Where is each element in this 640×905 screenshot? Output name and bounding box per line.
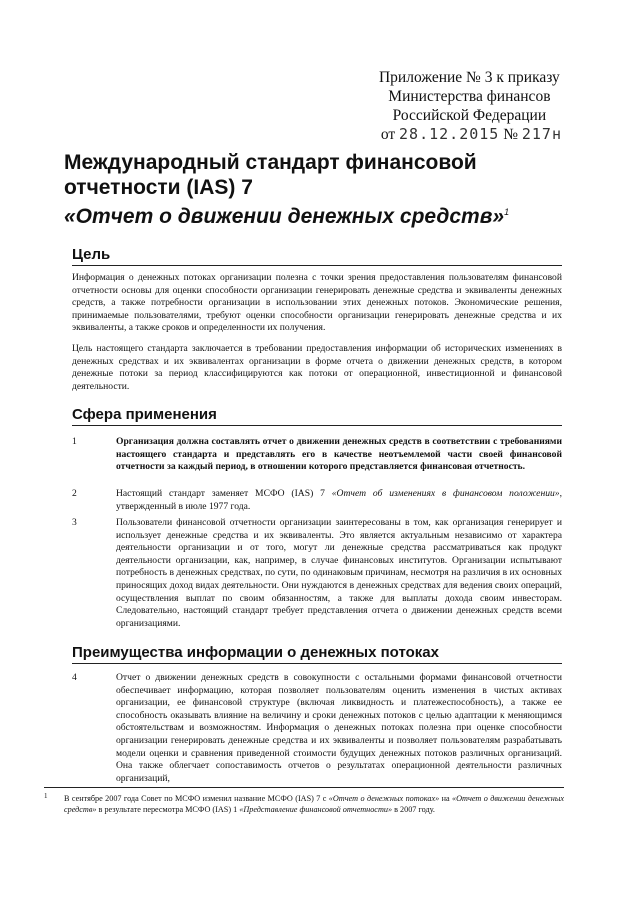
footnote-text-italic: «Представление финансовой отчетности» — [239, 805, 393, 814]
paragraph-item-4 — [72, 672, 562, 785]
footnote-text — [64, 793, 564, 815]
annex-line-2: Министерства финансов — [388, 88, 551, 105]
title-line-2: отчетности (IAS) 7 — [64, 176, 253, 199]
paragraph-item-2 — [72, 488, 562, 513]
section-heading-goal: Цель — [72, 246, 562, 266]
item-number: 4 — [72, 672, 77, 683]
item-text-part: Настоящий стандарт заменяет МСФО (IAS) 7 — [116, 488, 332, 499]
title-line-3 — [64, 200, 564, 229]
footnote-separator — [44, 787, 564, 788]
annex-line-3: Российской Федерации — [392, 107, 547, 124]
title-footnote-ref: 1 — [504, 207, 510, 217]
item-text: Организация должна составлять отчет о движении денежных средств в соответствии с требованиями настоящего стандарта и представлять его в качестве неотъемлемой части своей финансовой отчетности за каждый период, в отношении которого представляется финансовая отчетность. — [116, 436, 562, 473]
paragraph-item-1 — [72, 436, 562, 474]
item-text: Отчет о движении денежных средств в совокупности с остальными формами финансовой отчетности обеспечивает информацию, которая позволяет пользователям оценить изменения в чистых активах организации, ее финансовой структуре (включая ликвидность и платежеспособность), а также ее способность оказывать влияние на величину и сроки денежных потоков с целью адаптации к меняющимся обстоятельствам и возможностям. Информация о денежных потоках полезна при оценке способности организации генерировать денежные средства и их эквиваленты и позволяет пользователям разрабатывать модели оценки и сравнения приведенной стоимости будущих денежных потоков различных организаций. Она также облегчает сопоставимость отчетов о результатах операционной деятельности различных организаций, — [116, 672, 562, 784]
footnote-text-part: В сентябре 2007 года Совет по МСФО изменил название МСФО (IAS) 7 с — [64, 794, 329, 803]
section-heading-scope: Сфера применения — [72, 406, 562, 426]
section-heading-benefits: Преимущества информации о денежных потоках — [72, 644, 562, 664]
item-text: Пользователи финансовой отчетности организации заинтересованы в том, как организация генерирует и использует денежные средства и их эквиваленты. Это является актуальным независимо от характера деятельности организации и от того, могут ли денежные средства рассматриваться как продукт деятельности организации, как, например, в случае финансовых институтов. Организации испытывают потребность в денежных средствах, по сути, по одинаковым причинам, несмотря на различия в их основных приносящих доход видах деятельности. Они нуждаются в денежных средствах для ведения своих операций, осуществления выплат по своим обязанностям, а также для выплаты дохода своим инвесторам. Следовательно, настоящий стандарт требует представления отчета о движении денежных средств всеми организациями. — [116, 517, 562, 629]
item-text — [116, 488, 562, 513]
footnote-text-part: на — [439, 794, 453, 803]
title-line-3-text: «Отчет о движении денежных средств» — [64, 205, 505, 228]
item-text-italic: «Отчет об изменениях в финансовом положении» — [331, 488, 560, 499]
order-date: 28.12.2015 — [399, 125, 500, 143]
footnote-text-part: в результате пересмотра МСФО (IAS) 1 — [96, 805, 240, 814]
item-number: 3 — [72, 517, 77, 528]
footnote-text-part: в 2007 году. — [392, 805, 435, 814]
footnote-text-italic: «Отчет о денежных потоках» — [328, 794, 440, 803]
annex-line-1: Приложение № 3 к приказу — [378, 69, 560, 86]
annex-header — [377, 68, 562, 144]
goal-paragraph-1: Информация о денежных потоках организации полезна с точки зрения предоставления пользователям финансовой отчетности основы для оценки способности организации генерировать денежные средства и эквиваленты денежных средств, а также потребности организации в использовании этих денежных потоков. Экономические решения, принимаемые пользователями, требуют оценки способности организации генерировать денежные средства и их эквиваленты, а также сроков и определенности их получения. — [72, 272, 562, 334]
item-number: 2 — [72, 488, 77, 499]
document-title — [64, 150, 564, 229]
paragraph-item-3 — [72, 517, 562, 630]
footnote-text-italic: «Отчет о движении денежных средств» — [64, 794, 565, 814]
goal-paragraph-2: Цель настоящего стандарта заключается в требовании предоставления информации об исторических изменениях в денежных средствах и их эквивалентах организации в форме отчета о движении денежных средств, в котором денежные потоки за период классифицируются как потоки от операционной, инвестиционной и финансовой деятельности. — [72, 342, 562, 392]
order-number: 217н — [521, 125, 562, 143]
item-text-part: , утвержденный в июле 1977 года. — [116, 488, 563, 512]
goal-body — [72, 272, 562, 401]
item-number: 1 — [72, 436, 77, 447]
footnote — [44, 793, 564, 815]
order-reference — [377, 125, 562, 144]
title-line-1: Международный стандарт финансовой — [64, 151, 477, 174]
footnote-number: 1 — [44, 792, 48, 800]
order-number-label: № — [503, 126, 518, 143]
order-prefix: от — [380, 126, 396, 143]
